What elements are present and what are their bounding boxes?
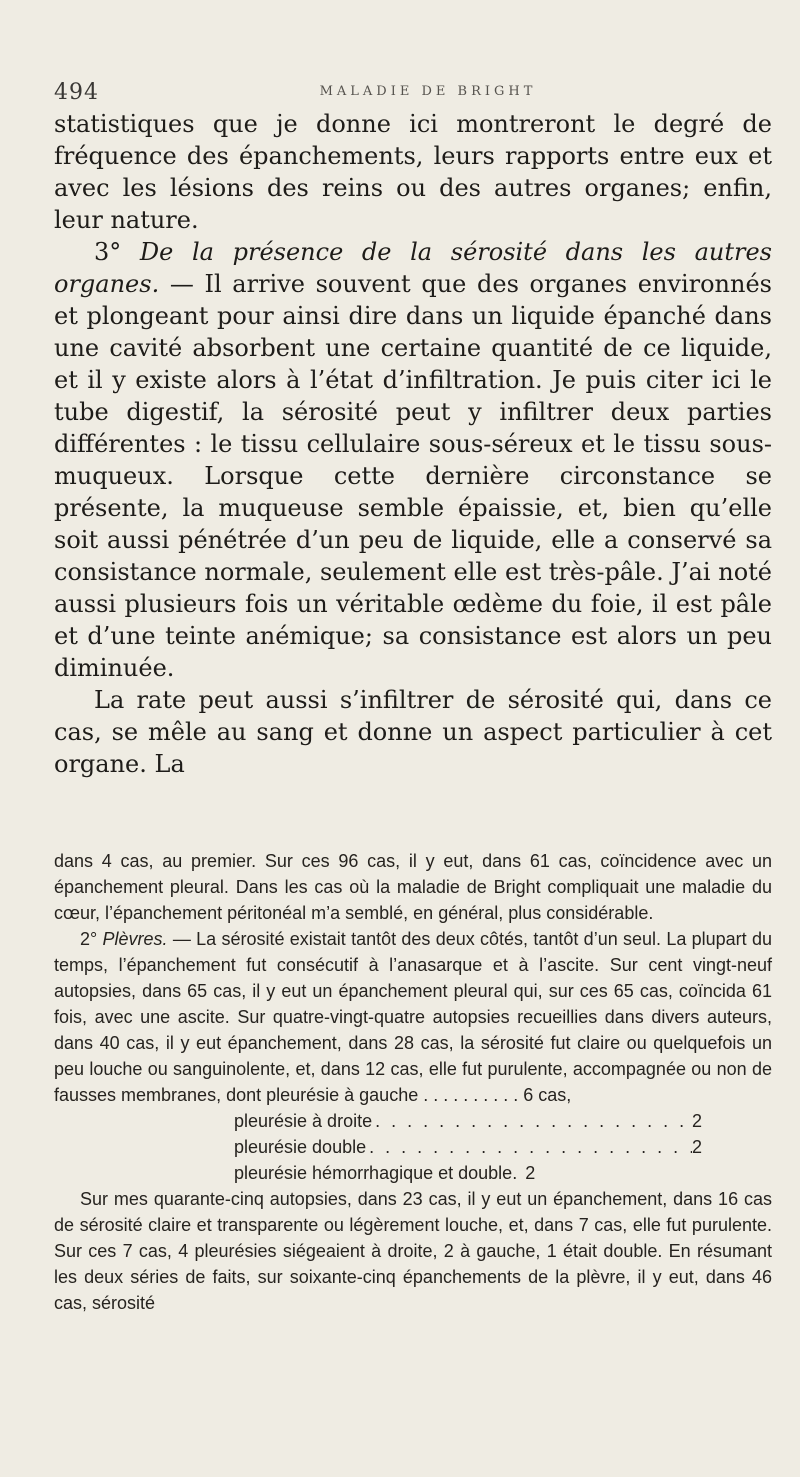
book-page: [54, 0, 772, 1477]
list-item: [54, 1160, 772, 1186]
list-item-count: 2: [525, 1163, 536, 1183]
footnotes: [54, 848, 772, 1316]
running-head: MALADIE DE BRIGHT: [319, 84, 537, 99]
dot-leader: [372, 1108, 692, 1134]
footnote-plevres: [54, 926, 772, 1108]
main-text: [54, 108, 772, 780]
section-body: — Il arrive souvent que des organes environnés et plongeant pour ainsi dire dans un liquide épanché dans une cavité absorbent une certaine quantité de ce liquide, et il y existe alors à l’état d’infiltration. Je puis citer ici le tube digestif, la sérosité peut y infiltrer deux parties différentes : le tissu cellulaire sous-séreux et le tissu sous-muqueux. Lorsque cette dernière circonstance se présente, la muqueuse semble épaissie, et, bien qu’elle soit aussi pénétrée d’un peu de liquide, elle a conservé sa consistance normale, seulement elle est très-pâle. J’ai noté aussi plusieurs fois un véritable œdème du foie, il est pâle et d’une teinte anémique; sa consistance est alors un peu diminuée.: [54, 270, 772, 682]
list-item-count: 2: [692, 1137, 703, 1157]
list-item-label: pleurésie à droite: [234, 1111, 373, 1131]
paragraph-continuation: statistiques que je donne ici montreront le degré de fréquence des épanchements, leurs rapports entre eux et avec les lésions des reins ou des autres organes; enfin, leur nature.: [54, 110, 772, 234]
paragraph-rate: La rate peut aussi s’infiltrer de sérosité qui, dans ce cas, se mêle au sang et donne un aspect particulier à cet organe. La: [54, 686, 772, 778]
footnote-number: 2°: [80, 929, 98, 949]
footnote-continuation: dans 4 cas, au premier. Sur ces 96 cas, il y eut, dans 61 cas, coïncidence avec un épanchement pleural. Dans les cas où la maladie de Bright compliquait une maladie du cœur, l’épanchement péritonéal m’a semblé, en général, plus considérable.: [54, 851, 772, 923]
footnote-body: — La sérosité existait tantôt des deux côtés, tantôt d’un seul. La plupart du temps, l’épanchement fut consécutif à l’anasarque et à l’ascite. Sur cent vingt-neuf autopsies, dans 65 cas, il y eut un épanchement pleural qui, sur ces 65 cas, coïncida 61 fois, avec une ascite. Sur quatre-vingt-quatre autopsies recueillies dans divers auteurs, dans 40 cas, il y eut épanchement, dans 28 cas, la sérosité fut claire ou quelquefois un peu louche ou sanguinolente, et, dans 12 cas, elle fut purulente, accompagnée ou non de fausses membranes, dont pleurésie à gauche: [54, 929, 772, 1105]
section-title: De la présence de la sérosité dans les autres organes.: [54, 238, 772, 298]
list-item: [54, 1134, 772, 1160]
dot-leader: . . . . . . . . . .: [418, 1085, 524, 1105]
page-header: [54, 80, 772, 110]
list-item: [54, 1108, 772, 1134]
page-number: 494: [54, 80, 99, 105]
list-item-count: 2: [692, 1111, 703, 1131]
list-item-label: pleurésie hémorrhagique et double.: [234, 1163, 518, 1183]
list-item-label: pleurésie double: [234, 1137, 367, 1157]
paragraph-section-3: [54, 236, 772, 684]
section-number: 3°: [94, 238, 122, 266]
footnote-title: Plèvres.: [102, 929, 168, 949]
dot-leader: [366, 1134, 692, 1160]
footnote-autopsies: Sur mes quarante-cinq autopsies, dans 23 cas, il y eut un épanchement, dans 16 cas de sérosité claire et transparente ou légèrement louche, et, dans 7 cas, elle fut purulente. Sur ces 7 cas, 4 pleurésies siégeaient à droite, 2 à gauche, 1 était double. En résumant les deux séries de faits, sur soixante-cinq épanchements de la plèvre, il y eut, dans 46 cas, sérosité: [54, 1189, 772, 1313]
footnote-count: 6 cas,: [523, 1085, 572, 1105]
